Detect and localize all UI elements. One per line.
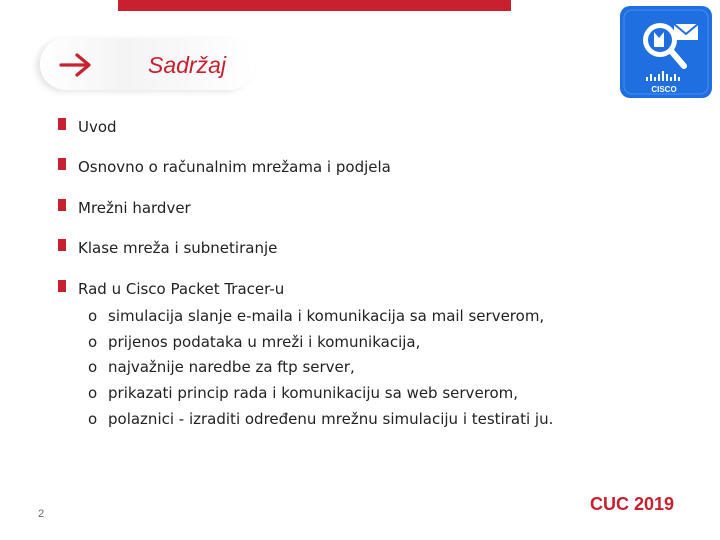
list-item-label: Mrežni hardver — [78, 199, 191, 217]
sub-list-item — [88, 307, 698, 329]
list-item — [58, 239, 698, 263]
list-item-label: Klase mreža i subnetiranje — [78, 239, 278, 257]
page-number: 2 — [38, 508, 45, 520]
bullet-square-icon — [58, 280, 66, 292]
sub-list-item-label: prikazati princip rada i komunikaciju sa web serverom, — [108, 384, 519, 402]
sub-list-item — [88, 410, 698, 432]
list-item — [58, 158, 698, 182]
bullet-square-icon — [58, 199, 66, 211]
sub-list-item-label: polaznici - izraditi određenu mrežnu simulaciju i testirati ju. — [108, 410, 554, 428]
footer-brand: CUC 2019 — [590, 494, 675, 514]
sub-list-item-label: najvažnije naredbe za ftp server, — [108, 358, 355, 376]
list-item — [58, 199, 698, 223]
sub-bullet-marker: o — [88, 410, 98, 428]
cisco-logo-text: CISCO — [651, 85, 677, 94]
list-item-label: Osnovno o računalnim mrežama i podjela — [78, 158, 391, 176]
sub-bullet-marker: o — [88, 333, 98, 351]
sub-bullet-marker: o — [88, 307, 98, 325]
list-item — [58, 280, 698, 304]
sub-bullet-marker: o — [88, 358, 98, 376]
sub-bullet-marker: o — [88, 384, 98, 402]
bullet-square-icon — [58, 158, 66, 170]
bullet-square-icon — [58, 239, 66, 251]
sub-list-item-label: simulacija slanje e-maila i komunikacija sa mail serverom, — [108, 307, 545, 325]
list-item-label: Uvod — [78, 118, 117, 136]
list-item — [58, 118, 698, 142]
list-item-label: Rad u Cisco Packet Tracer-u — [78, 280, 285, 298]
sub-list-item — [88, 384, 698, 406]
slide-title: Sadržaj — [148, 52, 226, 78]
bullet-square-icon — [58, 118, 66, 130]
sub-list-item — [88, 333, 698, 355]
sub-list-item — [88, 358, 698, 380]
sub-list-item-label: prijenos podataka u mreži i komunikacija, — [108, 333, 421, 351]
